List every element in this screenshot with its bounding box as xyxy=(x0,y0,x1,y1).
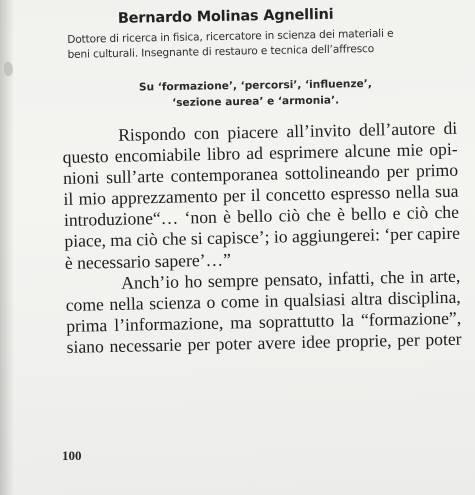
affiliation-line: beni culturali. Insegnante di restauro e tecnica dell’affresco xyxy=(67,42,375,61)
body-line: il mio apprezzamento per il concetto espresso nella sua xyxy=(63,180,459,210)
page-number: 100 xyxy=(62,448,82,463)
author-name: Bernardo Molinas Agnellini xyxy=(117,6,334,27)
chapter-subtitle xyxy=(0,74,475,113)
body-line: piace, ma ciò che si capisce’; io aggiungerei: ‘per capire xyxy=(64,223,461,252)
subtitle-line: ‘sezione aurea’ e ‘armonia’. xyxy=(172,94,340,110)
body-line: Rispondo con piacere all’invito dell’autore di xyxy=(117,117,458,145)
subtitle-line: Su ‘formazione’, ‘percorsi’, ‘influenze’, xyxy=(138,77,372,94)
body-line: siano necessarie per poter avere idee proprie, per poter xyxy=(66,328,462,357)
body-line: introduzione“… ‘non è bello ciò che è bello e ciò che xyxy=(63,202,460,231)
body-line: prima l’informazione, ma soprattutto la “formazione”, xyxy=(65,307,462,336)
body-line: è necessario sapere’…” xyxy=(64,249,232,273)
author-affiliation xyxy=(67,25,466,63)
body-line: come nella scienza o come in qualsiasi altra disciplina, xyxy=(65,286,461,315)
chapter-header xyxy=(0,0,475,61)
body-text xyxy=(62,118,462,358)
affiliation-line: Dottore di ricerca in fisica, ricercatore in scienza dei materiali e xyxy=(67,27,394,46)
body-line: questo encomiabile libro ad esprimere alcune mie opi- xyxy=(62,138,458,168)
body-line: nioni sull’arte contemporanea sottolineando per primo xyxy=(62,159,459,189)
body-line: Anch’io ho sempre pensato, infatti, che in arte, xyxy=(121,265,461,293)
page-smudge xyxy=(4,62,13,76)
